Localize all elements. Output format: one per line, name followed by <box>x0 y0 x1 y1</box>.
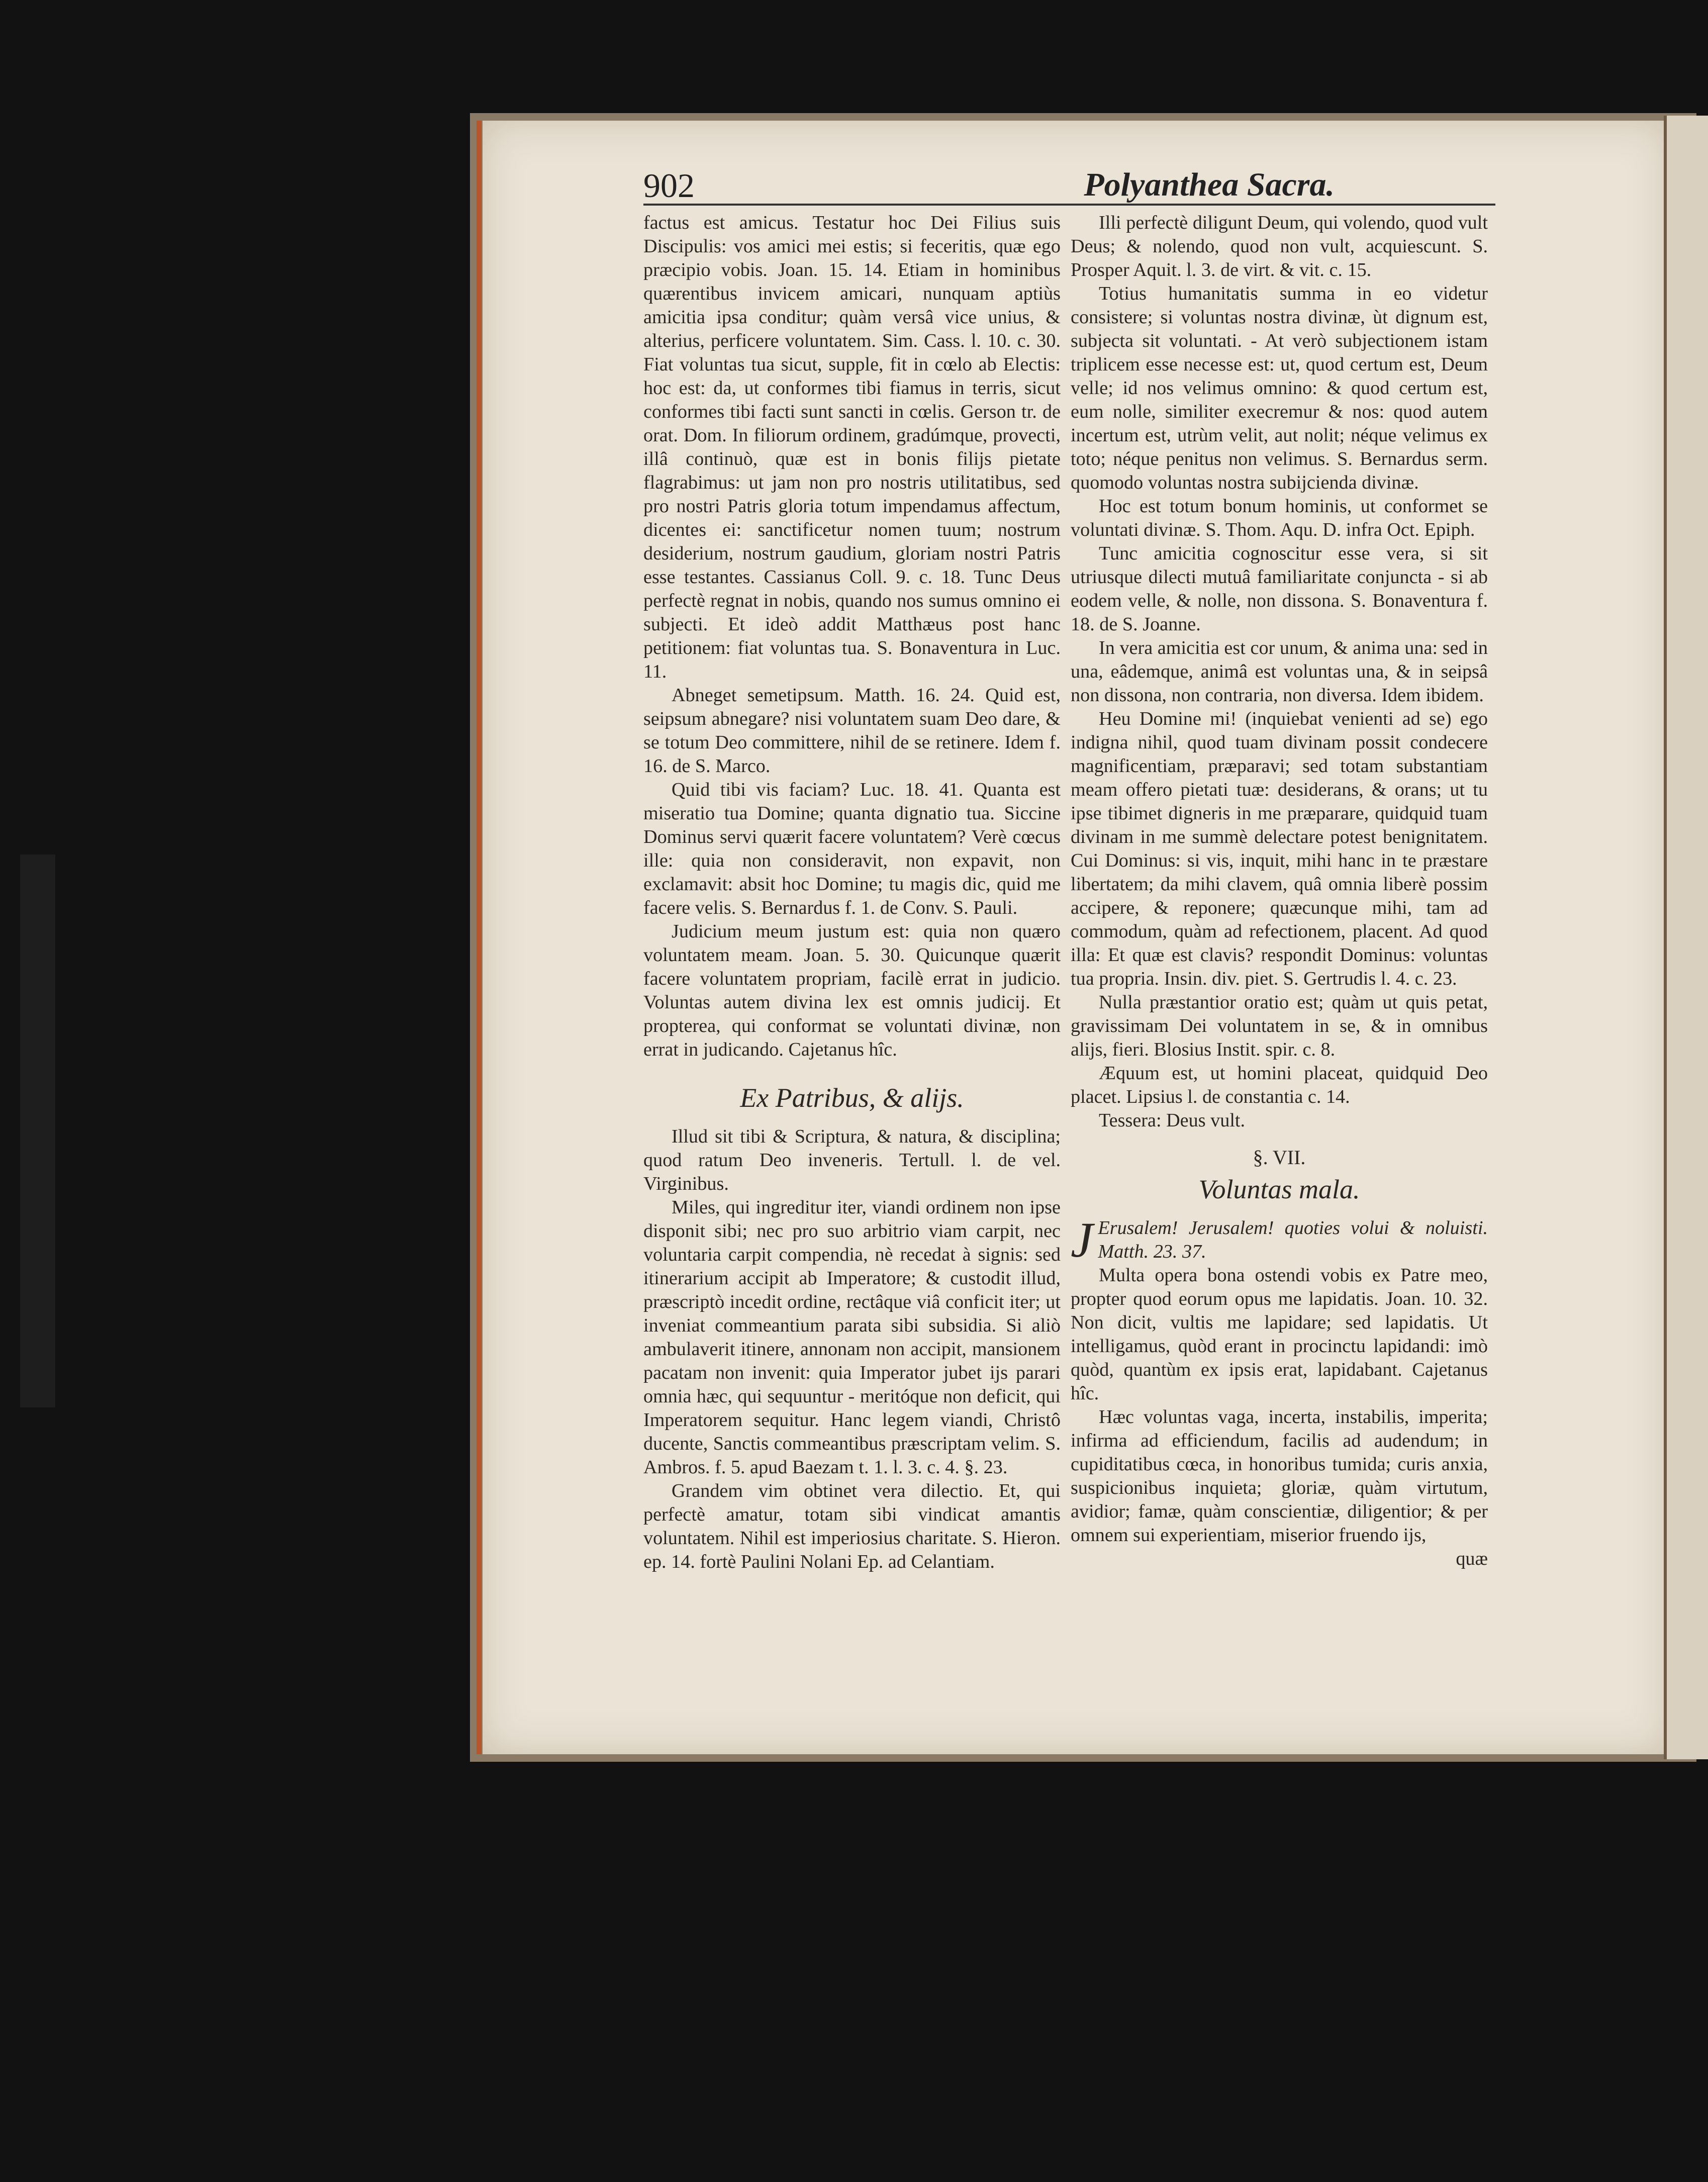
paragraph: Illud sit tibi & Scriptura, & natura, & disciplina; quod ratum Deo inveneris. Tertull. l. de vel. Virginibus. <box>643 1126 1061 1194</box>
paragraph: Miles, qui ingreditur iter, viandi ordinem non ipse disponit sibi; nec pro suo arbitrio viam carpit, nec voluntaria carpit compendia, nè recedat à signis: sed itinerarium accipit ab Imperatore; & custodit illud, præscriptò incedit ordine, rectâque viâ conficit iter; ut inveniat commeantium parata sibi subsidia. Si aliò ambulaverit itinere, annonam non accipit, mansionem pacatam non invenit: quia Imperator jubet ijs parari omnia hæc, qui sequuntur - meritóque non deficit, qui Imperatorem sequitur. Hanc legem viandi, Christô ducente, Sanctis commeantibus præscriptam velim. S. Ambros. f. 5. apud Baezam t. 1. l. 3. c. 4. §. 23. <box>643 1197 1061 1478</box>
paragraph: Grandem vim obtinet vera dilectio. Et, qui perfectè amatur, totam sibi vindicat amantis voluntatem. Nihil est imperiosius charitate. S. Hieron. ep. 14. fortè Paulini Nolani Ep. ad Celantiam. <box>643 1480 1061 1572</box>
paragraph: Abneget semetipsum. Matth. 16. 24. Quid est, seipsum abnegare? nisi voluntatem suam Deo dare, & se totum Deo committere, nihil de se retinere. Idem f. 16. de S. Marco. <box>643 685 1061 777</box>
paragraph: Quid tibi vis faciam? Luc. 18. 41. Quanta est miseratio tua Domine; quanta dignatio tua. Siccine Dominus servi quærit facere voluntatem? Verè cœcus ille: quia non consideravit, non expavit, non exclamavit: absit hoc Domine; tu magis dic, quid me facere velis. S. Bernardus f. 1. de Conv. S. Pauli. <box>643 779 1061 918</box>
paragraph: In vera amicitia est cor unum, & anima una: sed in una, eâdemque, animâ est voluntas una, & in seipsâ non dissona, non contraria, non diversa. Idem ibidem. <box>1071 637 1488 706</box>
paragraph: Nulla præstantior oratio est; quàm ut quis petat, gravissimam Dei voluntatem in se, & in omnibus alijs, fieri. Blosius Instit. spir. c. 8. <box>1071 992 1488 1060</box>
next-page-edge <box>1664 116 1708 1759</box>
paragraph: Multa opera bona ostendi vobis ex Patre meo, propter quod eorum opus me lapidatis. Joan. 10. 32. Non dicit, vultis me lapidare; sed lapidatis. Ut intelligamus, quòd erant in procinctu lapidandi: imò quòd, quantùm ex ipsis erat, lapidabant. Cajetanus hîc. <box>1071 1265 1488 1404</box>
left-column <box>643 211 1061 1820</box>
scripture-quote: Erusalem! Jerusalem! quoties volui & noluisti. Matth. 23. 37. <box>1098 1217 1488 1262</box>
right-column <box>1071 211 1488 1885</box>
paragraph: Hoc est totum bonum hominis, ut conformet se voluntati divinæ. S. Thom. Aqu. D. infra Oct. Epiph. <box>1071 496 1488 540</box>
page-header <box>643 166 1495 216</box>
section-heading: Voluntas mala. <box>1198 1174 1360 1204</box>
page-number: 902 <box>643 166 695 205</box>
paragraph: Illi perfectè diligunt Deum, qui volendo, quod vult Deus; & nolendo, quod non vult, acquiescunt. S. Prosper Aquit. l. 3. de virt. & vit. c. 15. <box>1071 212 1488 280</box>
paragraph: Æquum est, ut homini placeat, quidquid Deo placet. Lipsius l. de constantia c. 14. <box>1071 1063 1488 1107</box>
paragraph-drop-cap <box>1071 1212 1488 1268</box>
header-rule <box>643 204 1495 206</box>
paragraph: Judicium meum justum est: quia non quæro voluntatem meam. Joan. 5. 30. Quicunque quærit facere voluntatem propriam, facilè errat in judicio. Voluntas autem divina lex est omnis judicij. Et propterea, qui conformat se voluntati divinæ, non errat in judicando. Cajetanus hîc. <box>643 921 1061 1060</box>
scan-background-strip <box>20 855 55 1407</box>
drop-cap: J <box>1071 1212 1093 1268</box>
paragraph: Hæc voluntas vaga, incerta, instabilis, imperita; infirma ad efficiendum, facilis ad audendum; in cupiditatibus cœca, in honoribus tumida; curis anxia, suspicionibus inquieta; gloriæ, quàm virtutum, avidior; famæ, quàm conscientiæ, diligentior; & per omnem sui experientiam, miserior fruendo ijs, <box>1071 1406 1488 1546</box>
paragraph: Tessera: Deus vult. <box>1099 1110 1246 1131</box>
section-heading: Ex Patribus, & alijs. <box>740 1083 964 1113</box>
paragraph: Totius humanitatis summa in eo videtur consistere; si voluntas nostra divinæ, ùt dignum est, subjecta sit voluntati. - At verò subjectionem istam triplicem esse necesse est: ut, quod certum est, Deum velle; id nos velimus omnino: & quod certum est, eum nolle, similiter execremur & nos: quod autem incertum est, utrùm velit, aut nolit; néque velimus ex toto; néque penitus non velimus. S. Bernardus serm. quomodo voluntas nostra subijcienda divinæ. <box>1071 283 1488 493</box>
paragraph: factus est amicus. Testatur hoc Dei Filius suis Discipulis: vos amici mei estis; si feceritis, quæ ego præcipio vobis. Joan. 15. 14. Etiam in hominibus quærentibus invicem amicari, nunquam aptiùs amicitia ipsa conditur; quàm versâ vice unius, & alterius, perficere voluntatem. Sim. Cass. l. 10. c. 30. Fiat voluntas tua sicut, supple, fit in cœlo ab Electis: hoc est: da, ut conformes tibi fiamus in terris, sicut conformes tibi facti sunt sancti in cœlis. Gerson tr. de orat. Dom. In filiorum ordinem, gradúmque, provecti, illâ continuò, quæ est in bonis filijs pietate flagrabimus: ut jam non pro nostris utilitatibus, sed pro nostri Patris gloria totum impendamus affectum, dicentes ei: sanctificetur nomen tuum; nostrum desiderium, nostrum gaudium, gloriam nostri Patris esse testantes. Cassianus Coll. 9. c. 18. Tunc Deus perfectè regnat in nobis, quando nos sumus omnino ei subjecti. Et ideò addit Matthæus post hanc petitionem: fiat voluntas tua. S. Bonaventura in Luc. 11. <box>643 212 1061 682</box>
paragraph: Tunc amicitia cognoscitur esse vera, si sit utriusque dilecti mutuâ familiaritate conjuncta - si ab eodem velle, & nolle, non dissona. S. Bonaventura f. 18. de S. Joanne. <box>1071 543 1488 635</box>
running-title: Polyanthea Sacra. <box>1084 166 1335 203</box>
page-edge <box>477 121 482 1754</box>
paragraph: Heu Domine mi! (inquiebat venienti ad se) ego indigna nihil, quod tuam divinam possit condecere magnificentiam, præparavi; sed totam substantiam meam offero pietati tuæ: desiderans, & orans; ut tu ipse tibimet digneris in me præparare, quidquid tuam divinam in me summè delectare potest benignitatem. Cui Dominus: si vis, inquit, mihi hanc in te præstare libertatem; da mihi clavem, quâ omnia liberè possim accipere, & reponere; quæcunque mihi, tam ad commodum, quàm ad refectionem, placent. Ad quod illa: Et quæ est clavis? respondit Dominus: voluntas tua propria. Insin. div. piet. S. Gertrudis l. 4. c. 23. <box>1071 708 1488 989</box>
section-number: §. VII. <box>1253 1146 1306 1169</box>
catchword: quæ <box>1456 1548 1488 1569</box>
